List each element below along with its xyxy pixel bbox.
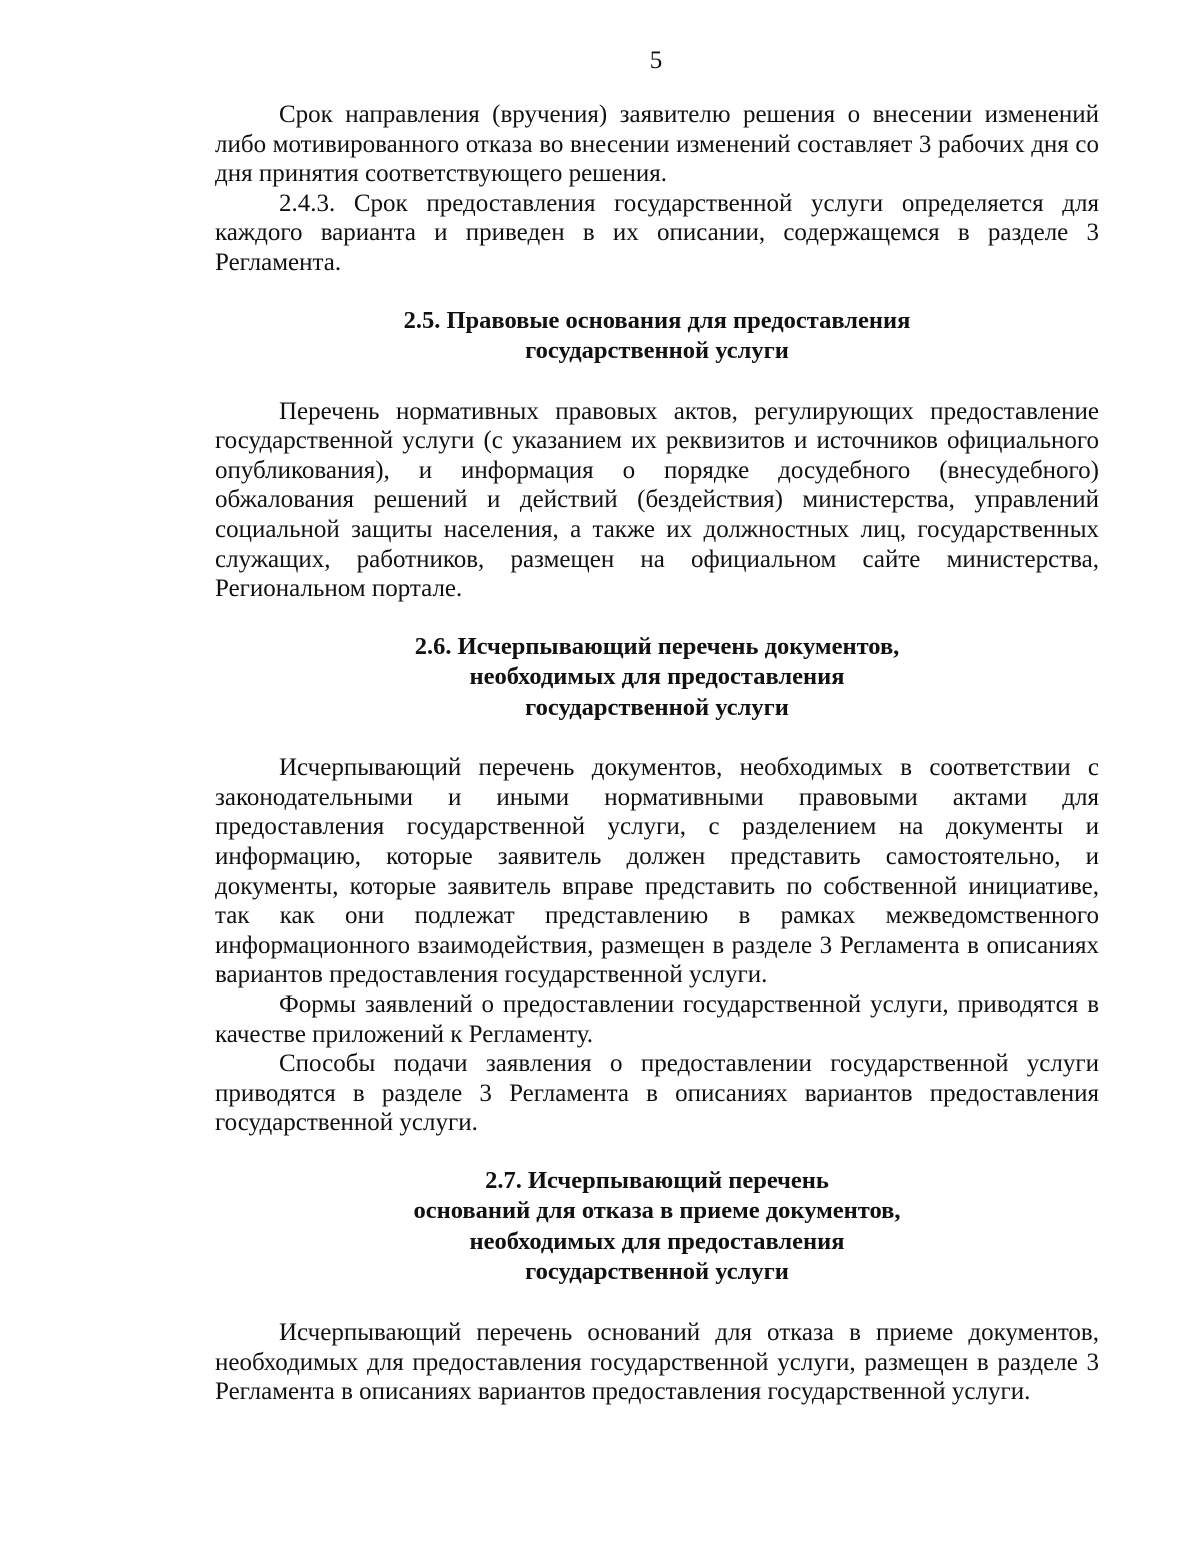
heading-2-6 [215, 632, 1099, 724]
paragraph-decision-term: Срок направления (вручения) заявителю решения о внесении изменений либо мотивированного отказа во внесении изменений составляет 3 рабочих дня со дня принятия соответствующего решения. [215, 101, 1099, 188]
heading-2-7-line: оснований для отказа в приеме документов, [413, 1197, 901, 1225]
heading-2-7-line: 2.7. Исчерпывающий перечень [485, 1166, 829, 1194]
paragraph-documents-list: Исчерпывающий перечень документов, необходимых в соответствии с законодательными и иными нормативными правовыми актами для предоставления государственной услуги, с разделением на документы и информацию, которые заявитель должен представить самостоятельно, и документы, которые заявитель вправе представить по собственной инициативе, так как они подлежат представлению в рамках межведомственного информационного взаимодействия, размещен в разделе 3 Регламента в описаниях вариантов предоставления государственной услуги. [215, 754, 1099, 989]
heading-2-5 [215, 306, 1099, 367]
paragraph-legal-acts: Перечень нормативных правовых актов, регулирующих предоставление государственной услуги (с указанием их реквизитов и источников официального опубликования), и информация о порядке досудебного (внесудебного) обжалования решений и действий (бездействия) министерства, управлений социальной защиты населения, а также их должностных лиц, государственных служащих, работников, размещен на официальном сайте министерства, Региональном портале. [215, 397, 1099, 603]
heading-2-5-line: государственной услуги [525, 337, 789, 365]
heading-2-6-line: государственной услуги [525, 693, 789, 721]
heading-2-6-line: 2.6. Исчерпывающий перечень документов, [414, 632, 900, 660]
paragraph-2-4-3: 2.4.3. Срок предоставления государственной услуги определяется для каждого варианта и приведен в их описании, содержащемся в разделе 3 Регламента. [215, 189, 1099, 276]
document-body [215, 100, 1099, 1407]
heading-2-5-line: 2.5. Правовые основания для предоставления [403, 306, 911, 334]
heading-2-7-line: государственной услуги [525, 1258, 789, 1286]
heading-2-7-line: необходимых для предоставления [469, 1227, 845, 1255]
paragraph-application-forms: Формы заявлений о предоставлении государственной услуги, приводятся в качестве приложений к Регламенту. [215, 990, 1099, 1048]
page-number: 5 [649, 47, 663, 74]
paragraph-submission-methods: Способы подачи заявления о предоставлении государственной услуги приводятся в разделе 3 Регламента в описаниях вариантов предоставления государственной услуги. [215, 1050, 1099, 1137]
heading-2-7 [215, 1166, 1099, 1288]
paragraph-refusal-grounds: Исчерпывающий перечень оснований для отказа в приеме документов, необходимых для предоставления государственной услуги, размещен в разделе 3 Регламента в описаниях вариантов предоставления государственной услуги. [215, 1318, 1099, 1406]
heading-2-6-line: необходимых для предоставления [469, 663, 845, 691]
